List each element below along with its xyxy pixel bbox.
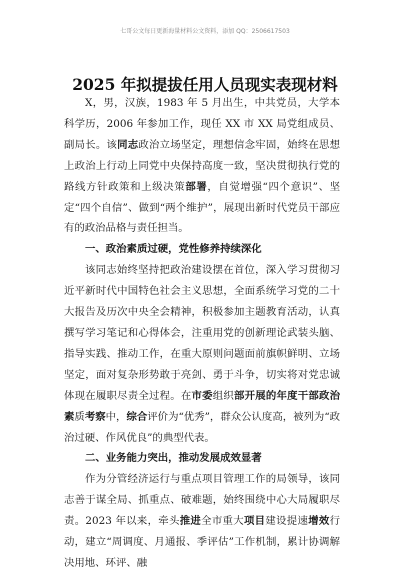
s2-text-3: 全市重大 <box>201 515 244 528</box>
s2-text-1: 作为分管经济运行与重点项目管理工作的局领导，该同志善于谋全局、抓重点、破难题，始终围绕中心大局履职尽责。2023 年以来，牵头 <box>64 473 340 528</box>
s1-text-3: 组织 <box>212 389 234 402</box>
s2-text-7: 行动，建立“周调度、月通报、季评估”工作机制，累计协调解决用地、环评、融 <box>64 515 341 569</box>
s1-text-9: 评价 <box>147 410 169 423</box>
s2-text-4: 项目 <box>243 515 266 528</box>
document-title: 2025 年拟提拔任用人员现实表现材料 <box>72 75 338 94</box>
s2-text-6: 增效 <box>308 515 330 528</box>
s1-text-8: 综合 <box>126 410 148 423</box>
header-note: 七哥公文每日更新海量材料公文资料，添加 QQ：2506617503 <box>120 28 290 35</box>
s1-text-6: 考察 <box>84 410 106 423</box>
intro-text-4: 部署 <box>185 180 208 193</box>
s2-text-2: 推进 <box>179 515 202 528</box>
intro-text-2: 同志 <box>117 138 139 151</box>
document-body <box>64 93 340 574</box>
s1-text-10: 为“优秀”，群众公认度高，被列为“政治过硬、作风优良”的典型代表。 <box>64 410 341 444</box>
intro-text-5: ，自觉增强“四个意识”、坚定“四个自信”、做到“两个维护”，展现出新时代党员干部应有的政治品格与责任担当。 <box>64 180 341 235</box>
section-2-heading: 二、业务能力突出，推动发展成效显著 <box>85 452 262 465</box>
intro-paragraph <box>64 93 340 239</box>
s1-text-2: 市委 <box>191 389 213 402</box>
section-1-paragraph <box>64 260 340 448</box>
s1-text-7: 中， <box>105 410 127 423</box>
s1-text-1: 该同志始终坚持把政治建设摆在首位，深入学习贯彻习近平新时代中国特色社会主义思想，全面系统学习党的二十大报告及历次中央全会精神，积极参加主题教育活动，认真撰写学习笔记和心得体会，注重用党的创新理论武装头脑、指导实践、推动工作，在重大原则问题面前旗帜鲜明、立场坚定，面对复杂形势敢于亮剑、勇于斗争，切实将对党忠诚体现在履职尽责全过程。在 <box>64 264 340 402</box>
section-2-paragraph <box>64 469 340 574</box>
s1-text-5: 质 <box>74 410 85 423</box>
intro-text-1: X，男，汉族，1983 年 5 月出生，中共党员，大学本科学历，2006 年参加工作，现任 XX 市 XX 局党组成员、副局长。该 <box>64 97 340 151</box>
intro-text-3: 政治立场坚定，理想信念牢固，始终在思想上政治上行动上同党中央保持高度一致，坚决贯彻执行党的路线方针政策和上级决策 <box>64 138 341 193</box>
s2-text-5: 建设提速 <box>265 515 309 528</box>
s1-text-4: 部开展的年度干部政治素 <box>64 389 341 423</box>
section-1-heading: 一、政治素质过硬，党性修养持续深化 <box>85 243 262 256</box>
